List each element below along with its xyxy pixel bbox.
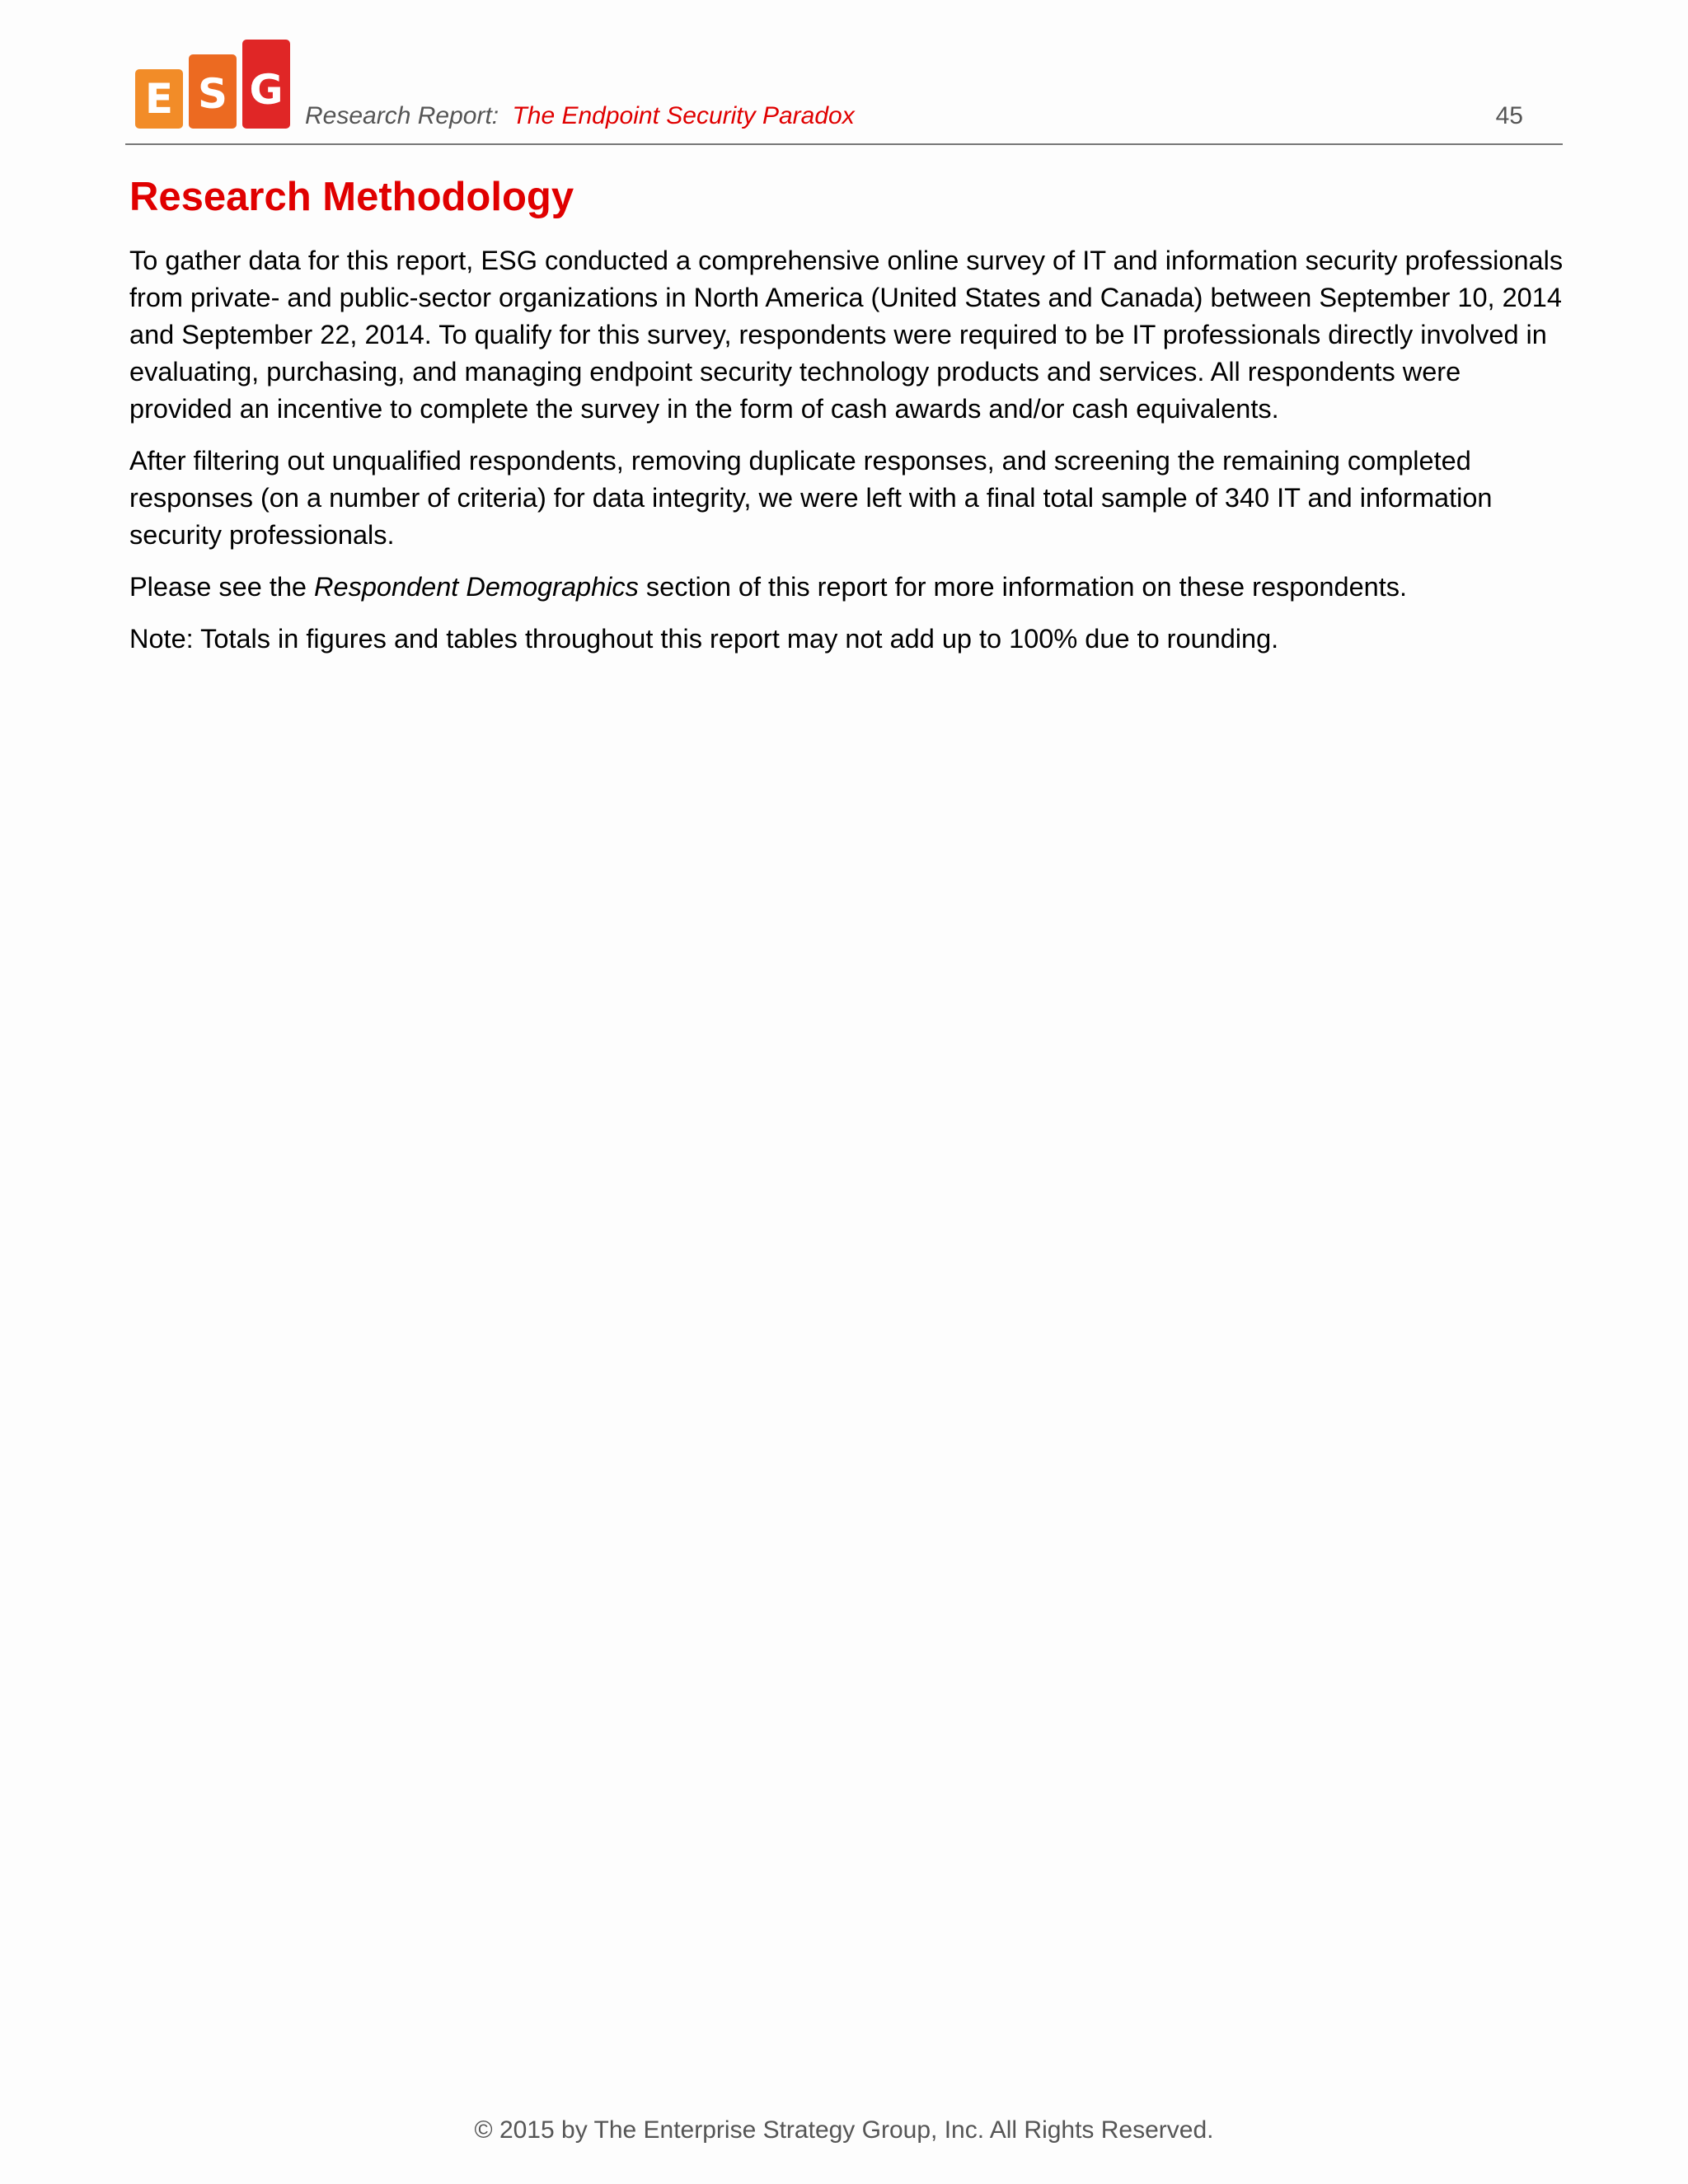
report-label: Research Report: xyxy=(305,102,499,129)
page-number: 45 xyxy=(1495,102,1523,129)
methodology-paragraph-3 xyxy=(129,569,1564,606)
paragraph-3-lead: Please see the xyxy=(129,572,315,602)
paragraph-3-tail: section of this report for more information on these respondents. xyxy=(638,572,1408,602)
rounding-note: Note: Totals in figures and tables throughout this report may not add up to 100% due to rounding. xyxy=(129,624,1279,654)
respondent-demographics-reference: Respondent Demographics xyxy=(314,572,639,602)
report-header-line xyxy=(305,102,855,130)
report-title: The Endpoint Security Paradox xyxy=(512,102,855,129)
main-content xyxy=(129,170,1564,673)
esg-logo xyxy=(135,36,292,129)
methodology-paragraph-2: After filtering out unqualified respondents, removing duplicate responses, and screening the remaining completed responses (on a number of criteria) for data integrity, we were left with a final total sample of 340 IT and information security professionals. xyxy=(129,446,1493,550)
logo-letter-g: G xyxy=(242,40,290,129)
header-divider xyxy=(125,143,1563,145)
copyright-footer: © 2015 by The Enterprise Strategy Group, Inc. All Rights Reserved. xyxy=(474,2116,1214,2144)
logo-letter-e: E xyxy=(135,69,183,129)
logo-letter-s: S xyxy=(189,54,237,129)
page-header xyxy=(125,36,1563,145)
section-title: Research Methodology xyxy=(129,175,574,219)
methodology-paragraph-1: To gather data for this report, ESG conducted a comprehensive online survey of IT and information security professionals from private- and public-sector organizations in North America (United States and Canada) between September 10, 2014 and September 22, 2014. To qualify for this survey, respondents were required to be IT professionals directly involved in evaluating, purchasing, and managing endpoint security technology products and services. All respondents were provided an incentive to complete the survey in the form of cash awards and/or cash equivalents. xyxy=(129,246,1564,424)
